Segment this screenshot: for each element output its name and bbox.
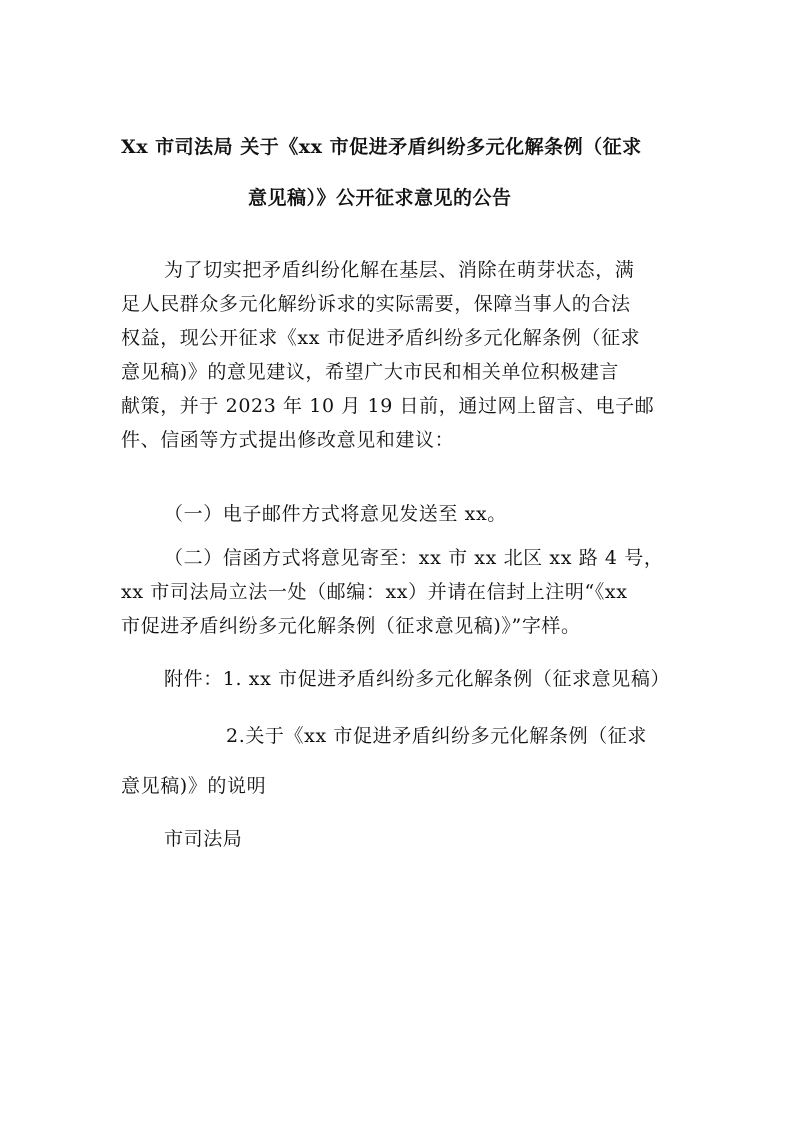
paragraph-1-line-5: 献策，并于 2023 年 10 月 19 日前，通过网上留言、电子邮: [121, 395, 655, 417]
paragraph-1-line-2: 足人民群众多元化解纷诉求的实际需要，保障当事人的合法: [121, 293, 631, 315]
paragraph-1-line-3: 权益，现公开征求《xx 市促进矛盾纠纷多元化解条例（征求: [121, 327, 641, 349]
signature: 市司法局: [164, 828, 243, 850]
item-2-line-3: 市促进矛盾纠纷多元化解条例（征求意见稿)》”字样。: [121, 615, 581, 637]
attachment-2-line-2: 意见稿)》的说明: [121, 775, 267, 797]
item-1-email: （一）电子邮件方式将意见发送至 xx。: [164, 503, 507, 525]
document-title-line-2: 意见稿）》公开征求意见的公告: [248, 187, 512, 209]
item-2-line-1: （二）信函方式将意见寄至：xx 市 xx 北区 xx 路 4 号，: [164, 547, 664, 569]
attachment-1: 附件：1. xx 市促进矛盾纠纷多元化解条例（征求意见稿）: [164, 668, 671, 690]
item-2-line-2: xx 市司法局立法一处（邮编：xx）并请在信封上注明“《xx: [121, 581, 628, 603]
document-title-line-1: Xx 市司法局 关于《xx 市促进矛盾纠纷多元化解条例（征求: [121, 136, 642, 158]
paragraph-1-line-6: 件、信函等方式提出修改意见和建议：: [121, 429, 455, 451]
attachment-2-line-1: 2.关于《xx 市促进矛盾纠纷多元化解条例（征求: [226, 725, 647, 747]
paragraph-1-line-4: 意见稿)》的意见建议，希望广大市民和相关单位积极建言: [121, 361, 620, 383]
paragraph-1-line-1: 为了切实把矛盾纠纷化解在基层、消除在萌芽状态，满: [164, 259, 635, 281]
